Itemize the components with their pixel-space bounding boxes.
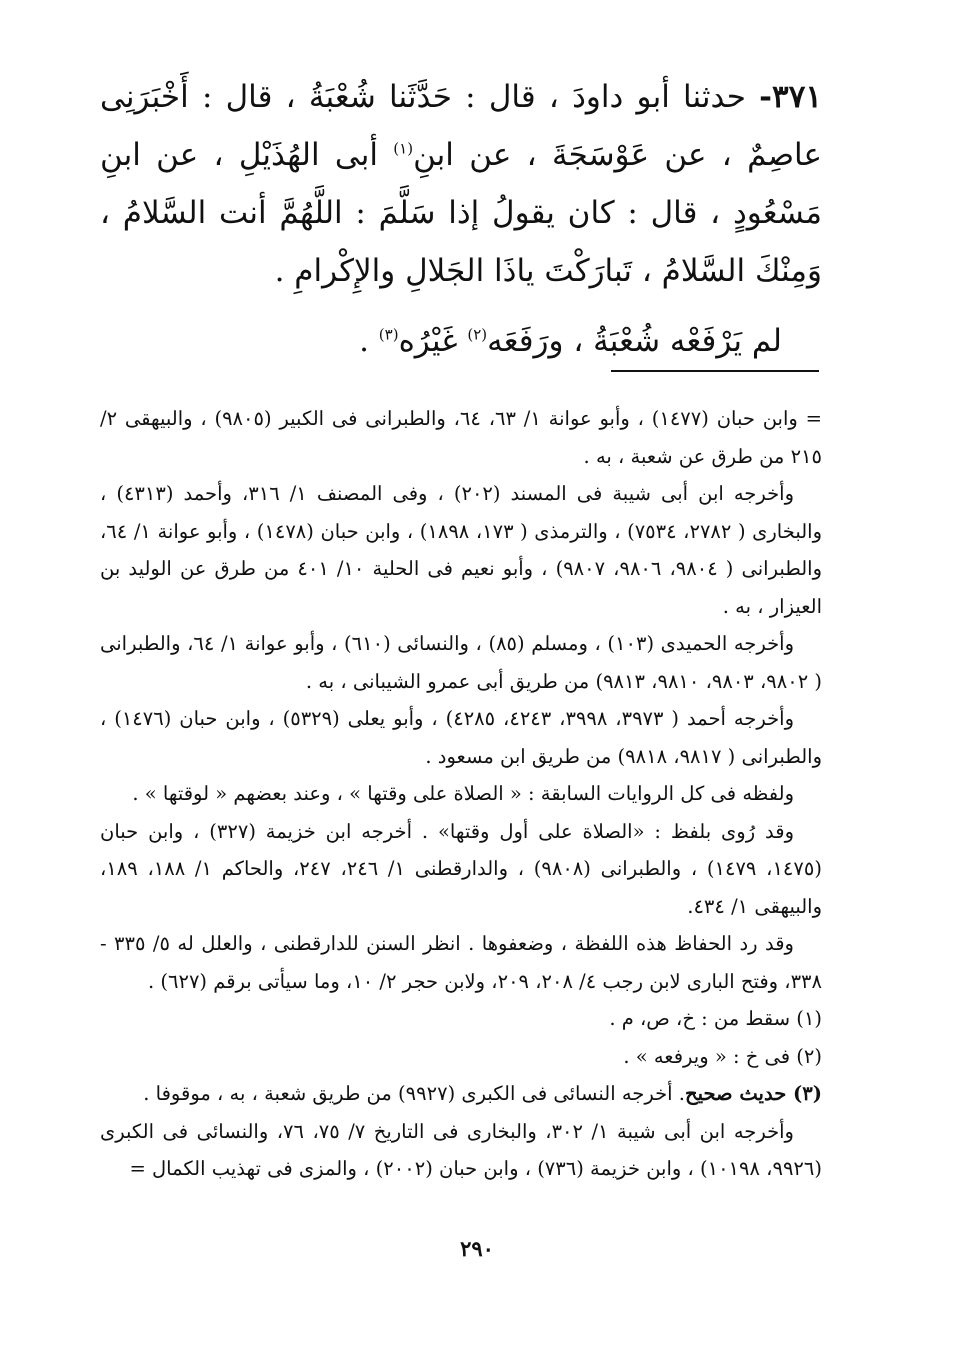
note-ref-3: (٣) bbox=[378, 325, 399, 344]
hadith-number: ٣٧١- bbox=[759, 79, 822, 115]
footnote-paragraph: ولفظه فى كل الروايات السابقة : « الصلاة على وقتها » ، وعند بعضهم « لوقتها » . bbox=[132, 782, 794, 805]
comment-text-1: لم يَرْفَعْه شُعْبَةُ ، ورَفَعَه bbox=[487, 323, 782, 359]
footnote-paragraph: وقد رُوى بلفظ : «الصلاة على أول وقتها» . أخرجه ابن خزيمة (٣٢٧) ، وابن حبان (١٤٧٥، ١٤٧٩) ، والطبرانى (٩٨٠٨) ، والدارقطنى ١/ ٢٤٦، ٢٤٧، والحاكم ١/ ١٨٨، ١٨٩، والبيهقى ١/ ٤٣٤. bbox=[100, 819, 822, 918]
footnote-3-label: (٣) حديث صحيح bbox=[684, 1082, 822, 1105]
main-text bbox=[100, 68, 822, 370]
note-ref-1: (١) bbox=[393, 139, 414, 158]
footnote-paragraph: وأخرجه ابن أبى شيبة ١/ ٣٠٢، والبخارى فى التاريخ ٧/ ٧٥، ٧٦، والنسائى فى الكبرى (٩٩٢٦، ١٠١٩٨) ، وابن خزيمة (٧٣٦) ، وابن حبان (٢٠٠٢) ، والمزى فى تهذيب الكمال = bbox=[100, 1119, 822, 1180]
footnote-1: (١) سقط من : خ، ص، م . bbox=[609, 1007, 822, 1030]
footnote-paragraph: وقد رد الحفاظ هذه اللفظة ، وضعفوها . انظر السنن للدارقطنى ، والعلل له ٥/ ٣٣٥ - ٣٣٨، وفتح البارى لابن رجب ٤/ ٢٠٨، ٢٠٩، ولابن حجر ٢/ ١٠، وما سيأتى برقم (٦٢٧) . bbox=[100, 932, 822, 993]
footnote-paragraph: وأخرجه الحميدى (١٠٣) ، ومسلم (٨٥) ، والنسائى (٦١٠) ، وأبو عوانة ١/ ٦٤، والطبرانى ( ٩٨٠٢، ٩٨٠٣، ٩٨١٠، ٩٨١٣) من طريق أبى عمرو الشيبانى ، به . bbox=[100, 632, 822, 693]
footnote-3-text: . أخرجه النسائى فى الكبرى (٩٩٢٧) من طريق شعبة ، به ، موقوفا . bbox=[143, 1082, 685, 1105]
footnote-3 bbox=[100, 1075, 822, 1113]
hadith-text: حدثنا أبو داودَ ، قال : حَدَّثَنا شُعْبَةُ ، قال : أَخْبَرَنِى عاصِمٌ ، عن عَوْسَجَةَ ، عن ابنِ bbox=[100, 79, 822, 173]
hadith-comment bbox=[100, 312, 822, 370]
footnote-paragraph: وأخرجه أحمد ( ٣٩٧٣، ٣٩٩٨، ٤٢٤٣، ٤٢٨٥) ، وأبو يعلى (٥٣٢٩) ، وابن حبان (١٤٧٦) ، والطبرانى ( ٩٨١٧، ٩٨١٨) من طريق ابن مسعود . bbox=[100, 707, 822, 768]
note-ref-2: (٢) bbox=[467, 325, 488, 344]
footnote-2: (٢) فى خ : « ويرفعه » . bbox=[623, 1044, 822, 1068]
comment-text-2: غَيْرُه bbox=[398, 323, 458, 359]
footnote-paragraph: وأخرجه ابن أبى شيبة فى المسند (٢٠٢) ، وفى المصنف ١/ ٣١٦، وأحمد (٤٣١٣) ، والبخارى ( ٢٧٨٢، ٧٥٣٤) ، والترمذى ( ١٧٣، ١٨٩٨) ، وابن حبان (١٤٧٨) ، وأبو عوانة ١/ ٦٤، والطبرانى ( ٩٨٠٤، ٩٨٠٦، ٩٨٠٧) ، وأبو نعيم فى الحلية ١٠/ ٤٠١ من طرق عن الوليد بن العيزار ، به . bbox=[100, 482, 822, 618]
footnotes bbox=[100, 400, 822, 1188]
hadith-text-2: أبى الهُذَيْلِ ، عن ابنِ مَسْعُودٍ ، قال : كان يقولُ إذا سَلَّمَ : اللَّهُمَّ أنت السَّلامُ ، وَمِنْكَ السَّلامُ ، تَبارَكْتَ ياذَا الجَلالِ والإِكْرامِ . bbox=[100, 137, 822, 289]
comment-text-3: . bbox=[359, 323, 369, 359]
page-number: ٢٩٠ bbox=[460, 1236, 494, 1261]
footnote-continuation: = وابن حبان (١٤٧٧) ، وأبو عوانة ١/ ٦٣، ٦٤، والطبرانى فى الكبير (٩٨٠٥) ، والبيهقى ٢/ ٢١٥ من طرق عن شعبة ، به . bbox=[100, 407, 822, 468]
hadith-paragraph bbox=[100, 68, 822, 300]
footnote-divider bbox=[611, 370, 819, 372]
